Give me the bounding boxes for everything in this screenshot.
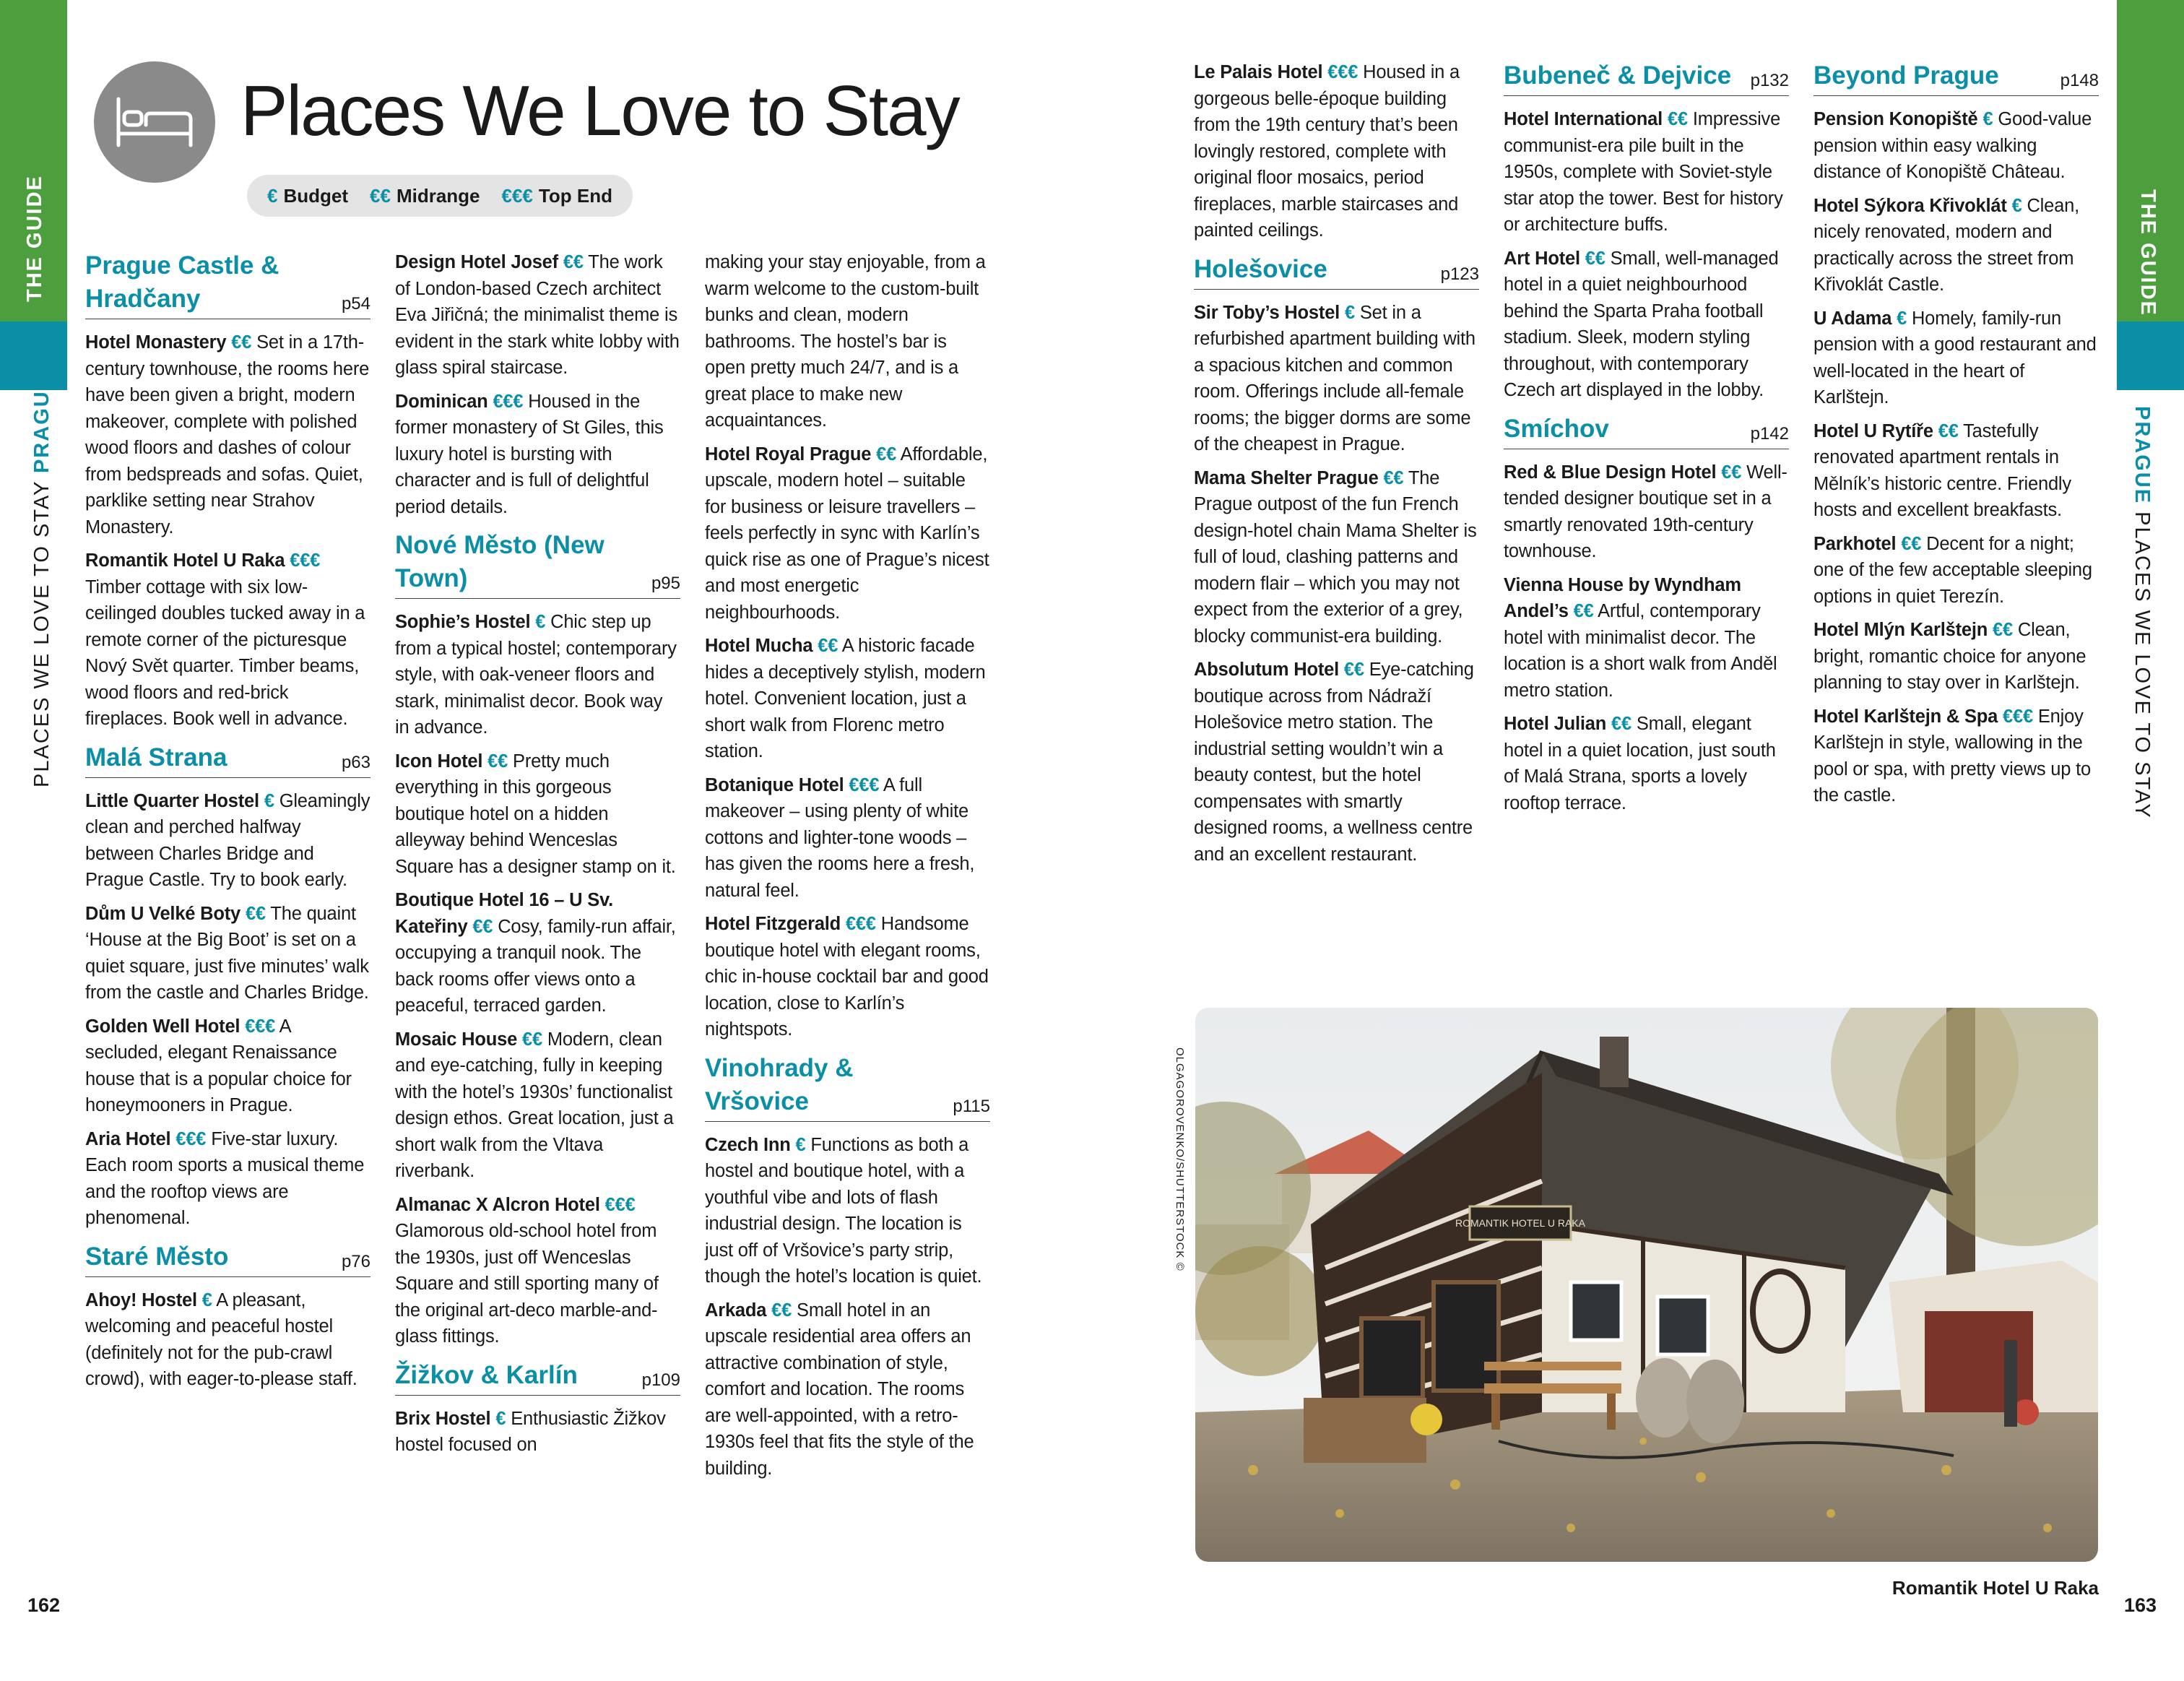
section-heading xyxy=(395,529,680,599)
hotel-name: Pension Konopiště xyxy=(1814,109,1978,129)
section-heading xyxy=(85,249,370,319)
price-level: €€ xyxy=(1993,620,2013,640)
legend-symbol: €€€ xyxy=(501,184,533,207)
price-level: €€ xyxy=(521,1029,542,1050)
hotel-description: Housed in the former monastery of St Giles, this luxury hotel is bursting with character and is full of delightful period details. xyxy=(395,391,664,517)
hotel-name: Sophie’s Hostel xyxy=(395,612,531,632)
hotel-listing xyxy=(85,1014,370,1119)
hotel-name: Icon Hotel xyxy=(395,751,483,772)
hotel-name: Hotel Mucha xyxy=(705,636,813,656)
price-level: €€ xyxy=(231,332,252,353)
section-title: Bubeneč & Dejvice xyxy=(1504,61,1732,90)
hotel-description: Homely, family-run pension with a good restaurant and well-located in the heart of Karlštejn. xyxy=(1814,308,2097,407)
running-head-left xyxy=(30,375,54,787)
legend-label: Budget xyxy=(283,184,349,207)
hotel-listing xyxy=(395,249,680,381)
hotel-listing xyxy=(85,548,370,733)
text-column-1 xyxy=(85,249,370,1400)
price-level: € xyxy=(264,790,274,811)
hotel-listing xyxy=(1814,193,2099,298)
hotel-description: Gleamingly clean and perched halfway between Charles Bridge and Prague Castle. Try to book early. xyxy=(85,790,370,890)
hotel-listing xyxy=(1194,59,1479,244)
price-level: €€ xyxy=(1901,533,1922,554)
price-level: €€€ xyxy=(1327,62,1358,82)
hotel-description: A full makeover – using plenty of white cottons and lighter-tone woods – has given the rooms here a fresh, natural feel. xyxy=(705,774,975,901)
hotel-name: Le Palais Hotel xyxy=(1194,62,1323,82)
legend-symbol: € xyxy=(267,184,278,207)
price-level: €€ xyxy=(563,252,584,272)
page-title: Places We Love to Stay xyxy=(240,71,959,150)
section-page-ref: p148 xyxy=(2060,71,2099,90)
price-level: €€€ xyxy=(493,391,524,412)
hotel-name: Mama Shelter Prague xyxy=(1194,467,1379,488)
hotel-name: Sir Toby’s Hostel xyxy=(1194,302,1340,323)
hotel-description: Small, elegant hotel in a quiet location, just south of Malá Strana, sports a lovely rooftop terrace. xyxy=(1504,714,1776,813)
page-number-left: 162 xyxy=(27,1594,61,1616)
hotel-listing xyxy=(85,1126,370,1232)
hotel-name: Design Hotel Josef xyxy=(395,252,558,272)
hotel-description: Cosy, family-run affair, occupying a tranquil nook. The back rooms offer views onto a peaceful, terraced garden. xyxy=(395,916,676,1016)
hotel-description: Clean, bright, romantic choice for anyone planning to stay over in Karlštejn. xyxy=(1814,620,2086,693)
hotel-name: Little Quarter Hostel xyxy=(85,790,259,811)
side-tab-label-left: THE GUIDE xyxy=(23,175,46,302)
hotel-name: Parkhotel xyxy=(1814,533,1897,554)
section-title: Malá Strana xyxy=(85,743,228,772)
hotel-name: Brix Hostel xyxy=(395,1408,491,1429)
hotel-name: Aria Hotel xyxy=(85,1128,171,1149)
hotel-description: A secluded, elegant Renaissance house that is a popular choice for honeymooners in Prague. xyxy=(85,1016,352,1115)
price-level: € xyxy=(2011,195,2022,216)
price-level: €€€ xyxy=(849,774,880,795)
section-page-ref: p54 xyxy=(341,294,370,314)
price-level: €€ xyxy=(1938,420,1959,441)
hotel-description: Glamorous old-school hotel from the 1930s, just off Wenceslas Square and still sporting many of the original art-deco marble-and-glass fittings. xyxy=(395,1221,659,1347)
photo-credit-text: OLGAGOROVENKO/SHUTTERSTOCK © xyxy=(1174,1047,1186,1271)
section-title: Staré Město xyxy=(85,1242,229,1271)
section-page-ref: p115 xyxy=(953,1096,990,1116)
hotel-listing xyxy=(705,633,990,765)
price-level: €€ xyxy=(1383,467,1404,488)
hotel-description: Set in a refurbished apartment building with a spacious kitchen and common room. Offerings include all-female rooms; the bigger dorms are some of the cheapest in Prague. xyxy=(1194,302,1476,454)
running-head-right xyxy=(2130,406,2154,819)
hotel-name: Hotel Sýkora Křivoklát xyxy=(1814,195,2007,216)
hotel-description: Pretty much everything in this gorgeous boutique hotel on a hidden alleyway behind Wenceslas Square has a designer stamp on it. xyxy=(395,751,676,877)
hotel-name: Vienna House by Wyndham Andel’s xyxy=(1504,574,1741,621)
text-column-5 xyxy=(1504,59,1789,824)
hotel-description: Well-tended designer boutique set in a smartly renovated 19th-century townhouse. xyxy=(1504,462,1788,561)
section-heading xyxy=(1194,253,1479,290)
text-column-6 xyxy=(1814,59,2099,816)
hotel-description: Enjoy Karlštejn in style, wallowing in the pool or spa, with pretty views up to the castle. xyxy=(1814,706,2091,805)
hotel-name: Hotel Julian xyxy=(1504,714,1607,734)
hotel-description: Timber cottage with six low-ceilinged doubles tucked away in a remote corner of the picturesque Nový Svět quarter. Timber beams, wood floors and red-brick fireplaces. Book well in advance. xyxy=(85,576,365,729)
price-level: €€ xyxy=(1667,109,1688,129)
section-title: Prague Castle & Hradčany xyxy=(85,251,280,313)
legend-top-end xyxy=(502,185,612,207)
price-level: €€€ xyxy=(245,1016,276,1037)
hotel-description: The work of London-based Czech architect Eva Jiřičná; the minimalist theme is evident in the stark white lobby with glass spiral staircase. xyxy=(395,252,680,378)
hotel-listing xyxy=(85,788,370,894)
hotel-description: making your stay enjoyable, from a warm welcome to the custom-built bunks and clean, modern bathrooms. The hostel’s bar is open pretty much 24/7, and is a great place to make new acquaintances. xyxy=(705,252,986,431)
price-level: €€ xyxy=(1611,714,1632,734)
price-level: € xyxy=(202,1289,212,1310)
hotel-description: Modern, clean and eye-catching, fully in keeping with the hotel’s 1930s’ functionalist design ethos. Great location, just a short walk from the Vltava riverbank. xyxy=(395,1029,674,1181)
section-heading xyxy=(85,741,370,778)
hotel-description: Housed in a gorgeous belle-époque building from the 19th century that’s been lovingly restored, complete with original floor mosaics, period fireplaces, marble staircases and painted ceilings. xyxy=(1194,62,1460,241)
section-heading xyxy=(1504,59,1789,96)
hotel-listing xyxy=(1194,465,1479,650)
hotel-description: The quaint ‘House at the Big Boot’ is set on a quiet square, just five minutes’ walk from the castle and Charles Bridge. xyxy=(85,903,369,1003)
price-level: €€€ xyxy=(290,550,321,571)
section-heading xyxy=(1504,412,1789,449)
hotel-description: Functions as both a hostel and boutique hotel, with a youthful vibe and lots of flash industrial design. The location is just off of Vršovice’s party strip, though the hotel’s location is quiet. xyxy=(705,1134,982,1287)
section-heading xyxy=(395,1359,680,1396)
running-head-text: PLACES WE LOVE TO STAY xyxy=(30,480,53,787)
price-level: €€ xyxy=(1585,248,1606,269)
price-level: €€€ xyxy=(845,914,876,934)
hotel-name: Hotel Fitzgerald xyxy=(705,914,841,934)
hotel-name: Golden Well Hotel xyxy=(85,1016,240,1037)
hotel-listing xyxy=(1814,531,2099,610)
running-head-text: PLACES WE LOVE TO STAY xyxy=(2131,511,2154,819)
hotel-listing xyxy=(1814,306,2099,411)
hotel-name: Almanac X Alcron Hotel xyxy=(395,1194,600,1215)
hotel-description: Good-value pension within easy walking distance of Konopiště Château. xyxy=(1814,109,2092,182)
hotel-name: Mosaic House xyxy=(395,1029,518,1050)
price-level: €€ xyxy=(771,1300,792,1321)
hotel-listing xyxy=(1814,617,2099,696)
section-heading xyxy=(1814,59,2099,96)
text-column-3 xyxy=(705,249,990,1489)
price-level: €€€ xyxy=(604,1194,636,1215)
price-level: € xyxy=(535,612,546,632)
side-tab-right-accent xyxy=(2117,321,2184,390)
hotel-listing xyxy=(1504,572,1789,704)
hotel-listing xyxy=(705,911,990,1043)
hotel-description: Set in a 17th-century townhouse, the rooms here have been given a bright, modern makeover, complete with polished wood floors and dashes of colour from bedspreads and sofas. Quiet, parklike setting near Strahov Monastery. xyxy=(85,332,370,537)
hotel-description: Decent for a night; one of the few acceptable sleeping options in quiet Terezín. xyxy=(1814,533,2092,607)
hotel-description: Clean, nicely renovated, modern and practically across the street from Křivoklát Castle. xyxy=(1814,195,2079,295)
photo-sign-text: ROMANTIK HOTEL U RAKA xyxy=(1455,1217,1585,1229)
hotel-name: Hotel International xyxy=(1504,109,1663,129)
hotel-name: Ahoy! Hostel xyxy=(85,1289,197,1310)
hotel-name: Dům U Velké Boty xyxy=(85,903,241,924)
hotel-listing xyxy=(705,1297,990,1482)
hotel-listing xyxy=(705,772,990,904)
section-heading xyxy=(705,1052,990,1122)
hotel-listing xyxy=(85,329,370,540)
hotel-listing xyxy=(705,1132,990,1290)
hotel-description: Small, well-managed hotel in a quiet neighbourhood behind the Sparta Praha football stadium. Sleek, modern styling throughout, with contemporary Czech art displayed in the lobby. xyxy=(1504,248,1779,400)
hotel-photo xyxy=(1195,1008,2098,1562)
hotel-name: Hotel Mlýn Karlštejn xyxy=(1814,620,1988,640)
section-title: Beyond Prague xyxy=(1814,61,1999,90)
hotel-name: Romantik Hotel U Raka xyxy=(85,550,285,571)
price-level: €€ xyxy=(818,636,838,656)
hotel-description: Artful, contemporary hotel with minimalist decor. The location is a short walk from Anděl metro station. xyxy=(1504,601,1777,701)
legend-label: Midrange xyxy=(396,184,480,207)
section-heading xyxy=(85,1240,370,1277)
hotel-description: Five-star luxury. Each room sports a musical theme and the rooftop views are phenomenal. xyxy=(85,1128,365,1228)
price-level: €€€ xyxy=(176,1128,207,1149)
hotel-description: Handsome boutique hotel with elegant rooms, chic in-house cocktail bar and good location, close to Karlín’s nightspots. xyxy=(705,914,989,1040)
hotel-listing xyxy=(395,1192,680,1350)
price-level: €€ xyxy=(472,916,493,937)
hotel-listing xyxy=(705,249,990,434)
side-tab-label-right: THE GUIDE xyxy=(2136,189,2159,316)
legend-label: Top End xyxy=(538,184,612,207)
hotel-listing xyxy=(395,887,680,1019)
hotel-description: Eye-catching boutique across from Nádraží Holešovice metro station. The industrial setting wouldn’t win a beauty contest, but the hotel compensates with smartly designed rooms, a wellness centre and an excellent restaurant. xyxy=(1194,660,1474,865)
hotel-description: Tastefully renovated apartment rentals in Mělník’s historic centre. Friendly hosts and excellent breakfasts. xyxy=(1814,420,2071,520)
hotel-listing xyxy=(395,1027,680,1185)
price-level: € xyxy=(795,1134,806,1155)
hotel-name: Hotel U Rytíře xyxy=(1814,420,1933,441)
hotel-description: Enthusiastic Žižkov hostel focused on xyxy=(395,1408,666,1455)
hotel-name: Absolutum Hotel xyxy=(1194,660,1339,680)
hotel-name: Botanique Hotel xyxy=(705,774,844,795)
hotel-listing xyxy=(395,389,680,521)
hotel-name: Hotel Royal Prague xyxy=(705,444,872,464)
photo-caption: Romantik Hotel U Raka xyxy=(1892,1577,2099,1599)
hotel-listing xyxy=(1504,459,1789,565)
price-level: €€ xyxy=(1721,462,1742,483)
price-level: € xyxy=(1897,308,1907,329)
hotel-name: Art Hotel xyxy=(1504,248,1580,269)
hotel-description: Affordable, upscale, modern hotel – suitable for business or leisure travellers – feels perfectly in sync with Karlín’s quick rise as one of Prague’s nicest and most energetic neighbourhoods. xyxy=(705,444,989,623)
price-level: € xyxy=(495,1408,506,1429)
hotel-description: Small hotel in an upscale residential area offers an attractive combination of style, comfort and location. The rooms are well-appointed, with a retro-1930s feel that fits the style of the building. xyxy=(705,1300,974,1479)
hotel-name: Red & Blue Design Hotel xyxy=(1504,462,1717,483)
hotel-name: Dominican xyxy=(395,391,488,412)
hotel-listing xyxy=(395,1406,680,1459)
section-page-ref: p63 xyxy=(341,752,370,772)
running-head-city: PRAGUE xyxy=(30,374,53,474)
hotel-description: Impressive communist-era pile built in the 1950s, complete with Soviet-style star atop the tower. Best for history or architecture buffs. xyxy=(1504,109,1783,235)
hotel-name: Hotel Monastery xyxy=(85,332,227,353)
section-title: Smíchov xyxy=(1504,414,1609,443)
hotel-listing xyxy=(1194,300,1479,458)
text-column-2 xyxy=(395,249,680,1466)
hotel-listing xyxy=(1194,657,1479,868)
hotel-listing xyxy=(1814,704,2099,809)
hotel-listing xyxy=(1814,106,2099,186)
hotel-listing xyxy=(705,441,990,626)
section-page-ref: p76 xyxy=(341,1251,370,1271)
section-page-ref: p109 xyxy=(641,1370,680,1390)
hotel-name: Boutique Hotel 16 – U Sv. Kateřiny xyxy=(395,890,613,937)
legend-midrange xyxy=(370,185,480,207)
hotel-name: Arkada xyxy=(705,1300,767,1321)
price-level: €€ xyxy=(1343,660,1364,680)
hotel-description: A historic facade hides a deceptively stylish, modern hotel. Convenient location, just a short walk from Florenc metro station. xyxy=(705,636,986,761)
bed-icon xyxy=(94,61,215,183)
section-page-ref: p123 xyxy=(1440,264,1479,284)
hotel-listing xyxy=(395,748,680,881)
section-page-ref: p95 xyxy=(651,574,680,593)
price-level: €€ xyxy=(488,751,508,772)
section-page-ref: p132 xyxy=(1750,71,1789,90)
hotel-listing xyxy=(1504,246,1789,404)
section-title: Nové Město (New Town) xyxy=(395,531,604,592)
page-number-right: 163 xyxy=(2123,1594,2157,1616)
price-level: €€€ xyxy=(2003,706,2033,727)
section-title: Holešovice xyxy=(1194,254,1327,283)
price-level: € xyxy=(1344,302,1355,323)
legend-budget xyxy=(267,185,348,207)
price-level: €€ xyxy=(876,444,897,464)
hotel-name: Czech Inn xyxy=(705,1134,791,1155)
text-column-4 xyxy=(1194,59,1479,875)
hotel-name: Hotel Karlštejn & Spa xyxy=(1814,706,1998,727)
hotel-description: The Prague outpost of the fun French design-hotel chain Mama Shelter is full of loud, clashing patterns and modern flair – which you may not expect from the exterior of a grey, blocky communist-era building. xyxy=(1194,467,1477,647)
hotel-listing xyxy=(85,901,370,1006)
section-title: Vinohrady & Vršovice xyxy=(705,1053,854,1115)
hotel-listing xyxy=(1814,418,2099,524)
hotel-description: Chic step up from a typical hostel; contemporary style, with oak-veneer floors and stark, minimalist decor. Book way in advance. xyxy=(395,612,677,738)
hotel-listing xyxy=(85,1287,370,1393)
section-title: Žižkov & Karlín xyxy=(395,1360,578,1389)
hotel-name: U Adama xyxy=(1814,308,1892,329)
price-legend xyxy=(247,175,633,217)
photo-credit xyxy=(1169,1047,1190,1308)
hotel-listing xyxy=(1504,106,1789,238)
price-level: €€ xyxy=(1573,601,1594,621)
hotel-listing xyxy=(1504,711,1789,816)
section-page-ref: p142 xyxy=(1750,423,1789,444)
running-head-city: PRAGUE xyxy=(2131,406,2154,505)
hotel-listing xyxy=(395,609,680,741)
price-level: €€ xyxy=(245,903,266,924)
hotel-description: A pleasant, welcoming and peaceful hostel (definitely not for the pub-crawl crowd), with eager-to-please staff. xyxy=(85,1289,358,1389)
legend-symbol: €€ xyxy=(370,184,391,207)
price-level: € xyxy=(1982,109,1993,129)
